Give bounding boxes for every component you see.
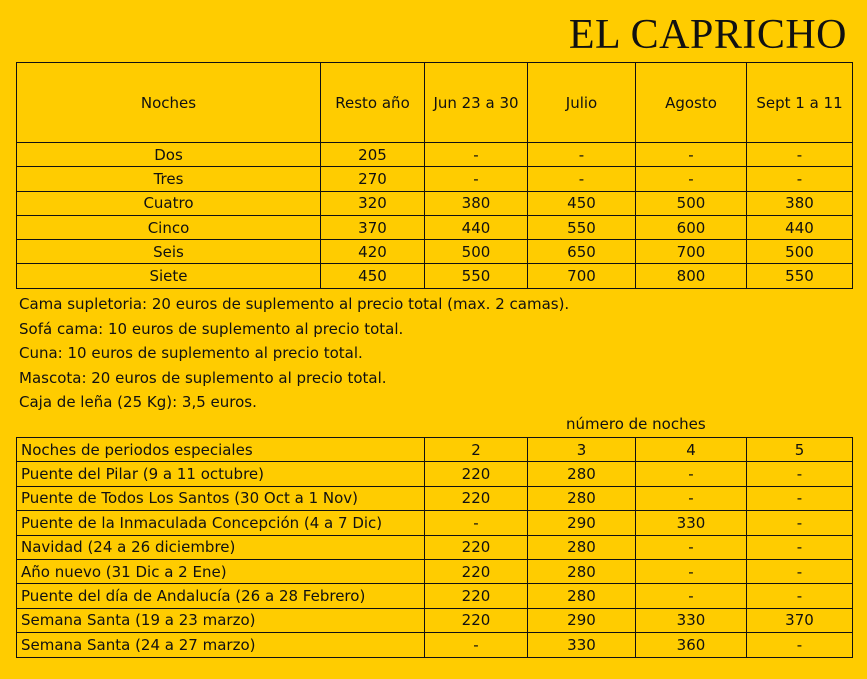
price-cell: 550 — [425, 264, 528, 288]
price-cell: 600 — [636, 215, 747, 239]
table-row — [17, 264, 853, 288]
row-label: Dos — [17, 143, 321, 167]
price-cell: 270 — [321, 167, 425, 191]
price-cell: - — [425, 511, 528, 535]
price-cell: 220 — [425, 486, 528, 510]
price-cell: 360 — [636, 633, 747, 657]
price-cell: 450 — [528, 191, 636, 215]
price-cell: - — [747, 167, 853, 191]
price-cell: 220 — [425, 584, 528, 608]
price-cell: - — [528, 143, 636, 167]
row-label: Puente del día de Andalucía (26 a 28 Febrero) — [17, 584, 425, 608]
table-row — [17, 559, 853, 583]
price-cell: 220 — [425, 608, 528, 632]
price-cell: - — [636, 462, 747, 486]
price-cell: 700 — [636, 240, 747, 264]
price-cell: 220 — [425, 559, 528, 583]
price-cell: - — [747, 486, 853, 510]
row-label: Puente del Pilar (9 a 11 octubre) — [17, 462, 425, 486]
price-cell: - — [636, 486, 747, 510]
price-cell: - — [636, 559, 747, 583]
row-label: Puente de Todos Los Santos (30 Oct a 1 Nov) — [17, 486, 425, 510]
price-cell: - — [636, 143, 747, 167]
price-cell: - — [747, 633, 853, 657]
table-row — [17, 215, 853, 239]
column-header: Noches de periodos especiales — [17, 438, 425, 462]
price-cell: 650 — [528, 240, 636, 264]
price-cell: - — [747, 143, 853, 167]
table-row — [17, 511, 853, 535]
price-cell: 500 — [747, 240, 853, 264]
price-cell: 440 — [425, 215, 528, 239]
price-cell: 220 — [425, 462, 528, 486]
price-cell: 320 — [321, 191, 425, 215]
price-cell: 370 — [321, 215, 425, 239]
price-cell: - — [747, 584, 853, 608]
price-cell: - — [425, 633, 528, 657]
price-cell: 220 — [425, 535, 528, 559]
row-label: Año nuevo (31 Dic a 2 Ene) — [17, 559, 425, 583]
column-header: Jun 23 a 30 — [425, 63, 528, 143]
prices-table — [16, 62, 853, 289]
row-label: Cuatro — [17, 191, 321, 215]
price-cell: 280 — [528, 462, 636, 486]
price-cell: - — [425, 143, 528, 167]
price-cell: 280 — [528, 535, 636, 559]
price-cell: - — [747, 535, 853, 559]
note-line: Sofá cama: 10 euros de suplemento al precio total. — [19, 319, 404, 338]
price-cell: 450 — [321, 264, 425, 288]
notes-list — [19, 292, 569, 415]
note-line: Cama supletoria: 20 euros de suplemento al precio total (max. 2 camas). — [19, 295, 570, 313]
price-cell: 500 — [636, 191, 747, 215]
table-row — [17, 535, 853, 559]
price-cell: 380 — [425, 191, 528, 215]
price-cell: 330 — [636, 511, 747, 535]
nights-label: número de noches — [566, 415, 706, 433]
price-cell: - — [528, 167, 636, 191]
price-cell: 440 — [747, 215, 853, 239]
row-label: Seis — [17, 240, 321, 264]
row-label: Tres — [17, 167, 321, 191]
price-cell: 550 — [747, 264, 853, 288]
row-label: Semana Santa (24 a 27 marzo) — [17, 633, 425, 657]
table-row — [17, 240, 853, 264]
table-row — [17, 143, 853, 167]
table-row — [17, 584, 853, 608]
note-line: Cuna: 10 euros de suplemento al precio total. — [19, 344, 363, 362]
price-cell: - — [747, 462, 853, 486]
price-cell: 420 — [321, 240, 425, 264]
column-header: Julio — [528, 63, 636, 143]
price-cell: 330 — [636, 608, 747, 632]
column-header: Resto año — [321, 63, 425, 143]
column-header: 2 — [425, 438, 528, 462]
price-cell: 800 — [636, 264, 747, 288]
price-cell: - — [747, 559, 853, 583]
price-cell: - — [425, 167, 528, 191]
price-cell: 280 — [528, 486, 636, 510]
column-header: 5 — [747, 438, 853, 462]
price-cell: - — [636, 167, 747, 191]
row-label: Navidad (24 a 26 diciembre) — [17, 535, 425, 559]
table-row — [17, 167, 853, 191]
price-cell: 290 — [528, 608, 636, 632]
page-title: EL CAPRICHO — [568, 12, 847, 58]
special-periods-table — [16, 437, 853, 658]
note-line: Caja de leña (25 Kg): 3,5 euros. — [19, 393, 257, 411]
price-cell: 700 — [528, 264, 636, 288]
table-row — [17, 608, 853, 632]
table-header-row — [17, 63, 853, 143]
column-header: 4 — [636, 438, 747, 462]
row-label: Semana Santa (19 a 23 marzo) — [17, 608, 425, 632]
price-cell: 290 — [528, 511, 636, 535]
table-row — [17, 486, 853, 510]
table-row — [17, 462, 853, 486]
row-label: Siete — [17, 264, 321, 288]
price-cell: 280 — [528, 584, 636, 608]
row-label: Cinco — [17, 215, 321, 239]
price-cell: - — [636, 584, 747, 608]
price-cell: 280 — [528, 559, 636, 583]
note-line: Mascota: 20 euros de suplemento al precio total. — [19, 368, 387, 387]
price-cell: 330 — [528, 633, 636, 657]
price-cell: - — [747, 511, 853, 535]
column-header: Sept 1 a 11 — [747, 63, 853, 143]
table-row — [17, 633, 853, 657]
column-header: Noches — [17, 63, 321, 143]
column-header: Agosto — [636, 63, 747, 143]
price-cell: 205 — [321, 143, 425, 167]
row-label: Puente de la Inmaculada Concepción (4 a 7 Dic) — [17, 511, 425, 535]
table-row — [17, 191, 853, 215]
price-cell: 370 — [747, 608, 853, 632]
price-cell: 550 — [528, 215, 636, 239]
price-cell: - — [636, 535, 747, 559]
price-cell: 500 — [425, 240, 528, 264]
price-cell: 380 — [747, 191, 853, 215]
table-header-row — [17, 438, 853, 462]
column-header: 3 — [528, 438, 636, 462]
